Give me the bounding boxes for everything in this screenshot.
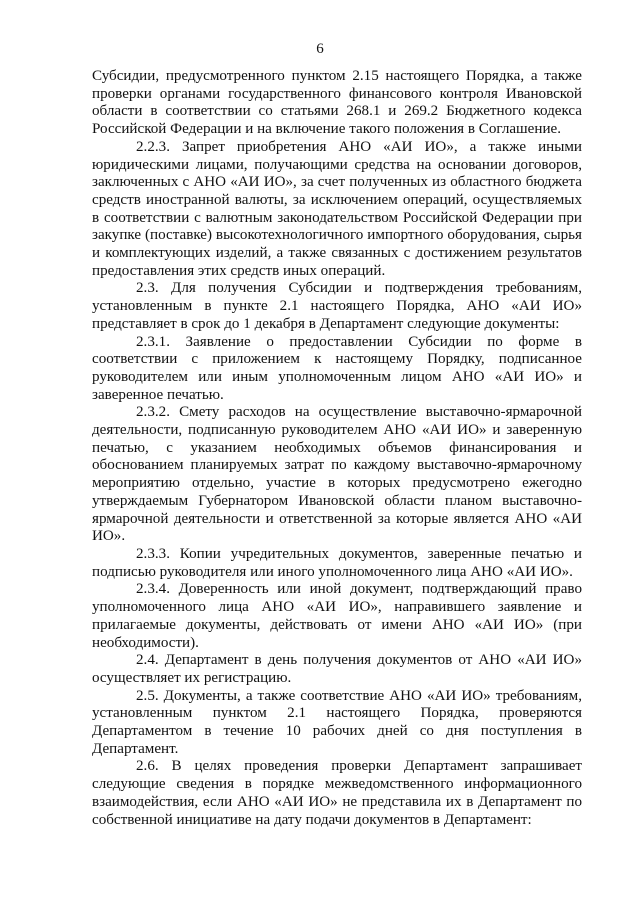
- paragraph-2-6: 2.6. В целях проведения проверки Департамент запрашивает следующие сведения в порядке межведомственного информационного взаимодействия, если АНО «АИ ИО» не представила их в Департамент по собственной инициативе на дату подачи документов в Департамент:: [92, 758, 582, 828]
- paragraph-2-3-3: 2.3.3. Копии учредительных документов, заверенные печатью и подписью руководителя или иного уполномоченного лица АНО «АИ ИО».: [92, 545, 582, 580]
- paragraph-2-5: 2.5. Документы, а также соответствие АНО «АИ ИО» требованиям, установленным пунктом 2.1 настоящего Порядка, проверяются Департаментом в течение 10 рабочих дней со дня поступления в Департамент.: [92, 687, 582, 757]
- paragraph-2-3-2: 2.3.2. Смету расходов на осуществление выставочно-ярмарочной деятельности, подписанную руководителем АНО «АИ ИО» и заверенную печатью, с указанием необходимых объемов финансирования и обоснованием планируемых затрат по каждому выставочно-ярмарочному мероприятию отдельно, участие в которых предусмотрено ежегодно утверждаемым Губернатором Ивановской области планом выставочно-ярмарочной деятельности и ответственной за которые является АНО «АИ ИО».: [92, 404, 582, 545]
- paragraph-2-3: 2.3. Для получения Субсидии и подтверждения требованиям, установленным в пункте 2.1 настоящего Порядка, АНО «АИ ИО» представляет в срок до 1 декабря в Департамент следующие документы:: [92, 280, 582, 332]
- paragraph-continuation: Субсидии, предусмотренного пунктом 2.15 настоящего Порядка, а также проверки органами государственного финансового контроля Ивановской области в соответствии со статьями 268.1 и 269.2 Бюджетного кодекса Российской Федерации и на включение такого положения в Соглашение.: [92, 68, 582, 138]
- paragraph-2-3-1: 2.3.1. Заявление о предоставлении Субсидии по форме в соответствии с приложением к настоящему Порядку, подписанное руководителем или иным уполномоченным лицом АНО «АИ ИО» и заверенное печатью.: [92, 333, 582, 403]
- paragraph-2-3-4: 2.3.4. Доверенность или иной документ, подтверждающий право уполномоченного лица АНО «АИ ИО», направившего заявление и прилагаемые документы, действовать от имени АНО «АИ ИО» (при необходимости).: [92, 581, 582, 651]
- document-body: [92, 68, 582, 829]
- paragraph-2-4: 2.4. Департамент в день получения документов от АНО «АИ ИО» осуществляет их регистрацию.: [92, 652, 582, 686]
- paragraph-2-2-3: 2.2.3. Запрет приобретения АНО «АИ ИО», а также иными юридическими лицами, получающими средства на основании договоров, заключенных с АНО «АИ ИО», за счет полученных из областного бюджета средств иностранной валюты, за исключением операций, осуществляемых в соответствии с валютным законодательством Российской Федерации при закупке (поставке) высокотехнологичного импортного оборудования, сырья и комплектующих изделий, а также связанных с достижением результатов предоставления этих средств иных операций.: [92, 138, 582, 279]
- page-number: 6: [316, 41, 324, 57]
